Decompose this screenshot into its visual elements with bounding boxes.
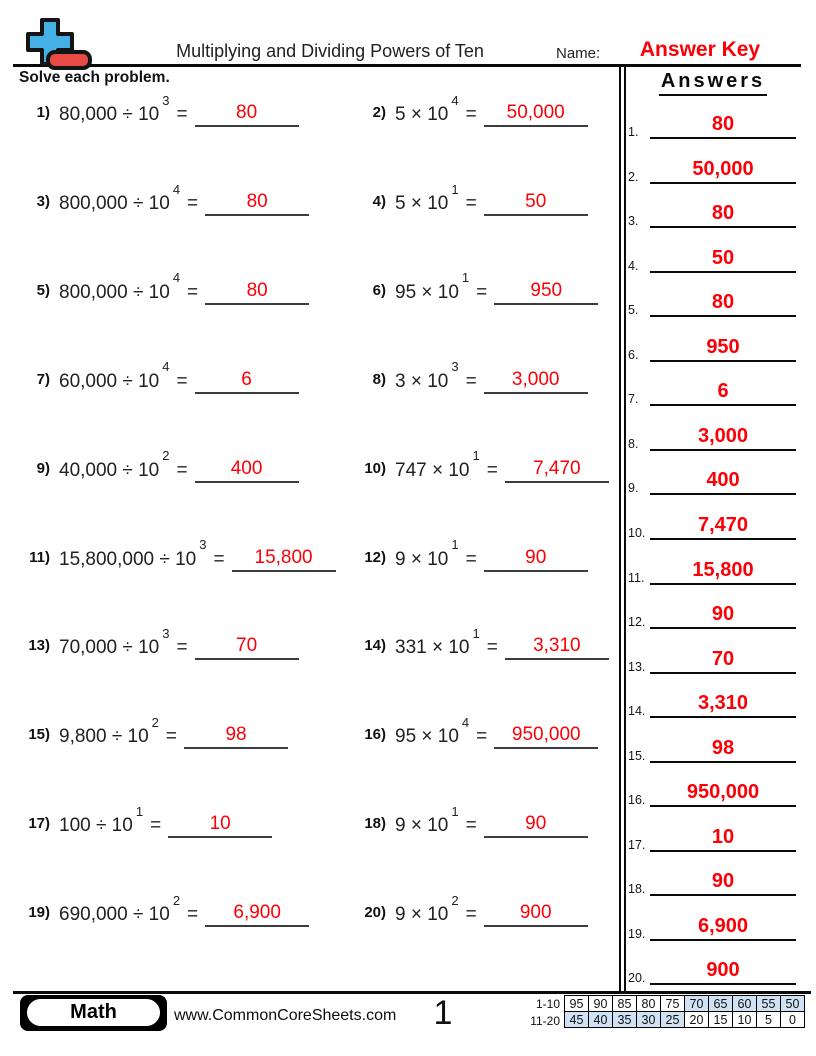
answer-blank	[232, 546, 336, 572]
answer-line: 6	[650, 379, 796, 406]
answer-number: 18.	[628, 882, 646, 897]
answer-line: 6,900	[650, 914, 796, 941]
exponent: 3	[199, 537, 207, 553]
answer-line: 950,000	[650, 780, 796, 807]
score-row-label-1: 1-10	[535, 997, 560, 1011]
answer-value: 950	[530, 279, 563, 301]
answer-value: 70	[236, 635, 258, 657]
score-row-label-2: 11-20	[530, 1014, 560, 1028]
problem-expression	[395, 448, 505, 483]
answer-number: 2.	[628, 169, 639, 184]
problem-expression	[59, 270, 205, 305]
problem-number: 15)	[28, 726, 50, 744]
answers-header-wrap	[630, 70, 796, 96]
equals-sign: =	[187, 192, 199, 214]
answer-row-1	[628, 95, 796, 140]
answer-row-10	[628, 495, 796, 540]
answer-value: 80	[246, 190, 268, 212]
problem-expression	[59, 892, 205, 927]
score-cell: 10	[733, 1012, 757, 1028]
exponent: 4	[451, 92, 459, 108]
exponent: 1	[472, 626, 480, 642]
answer-line: 70	[650, 647, 796, 674]
score-cell: 55	[757, 996, 781, 1012]
equals-sign: =	[476, 726, 488, 748]
exponent: 1	[461, 270, 470, 286]
score-cell: 45	[565, 1012, 589, 1028]
expression-base: 9 × 10	[395, 904, 449, 926]
answer-blank	[195, 634, 299, 660]
answer-row-11	[628, 540, 796, 585]
answer-line: 900	[650, 958, 796, 985]
answer-blank	[195, 368, 299, 394]
problem-number: 5)	[36, 281, 50, 299]
problem-expression	[395, 537, 484, 572]
answer-blank	[205, 279, 309, 305]
problem-3	[22, 181, 309, 216]
answer-row-5	[628, 273, 796, 318]
answer-value: 90	[525, 813, 547, 835]
exponent: 2	[451, 892, 459, 908]
answer-line: 950	[650, 335, 796, 362]
problem-6	[358, 270, 598, 305]
problem-8	[358, 359, 588, 394]
problem-expression	[59, 448, 195, 483]
answer-value: 7,470	[533, 457, 581, 479]
score-cell: 75	[661, 996, 685, 1012]
expression-base: 9 × 10	[395, 548, 449, 570]
answer-line: 90	[650, 602, 796, 629]
expression-base: 95 × 10	[395, 726, 459, 748]
problem-expression	[395, 270, 494, 305]
answer-row-8	[628, 406, 796, 451]
answer-row-14	[628, 674, 796, 719]
problem-7	[22, 359, 299, 394]
website-url: www.CommonCoreSheets.com	[174, 1007, 397, 1024]
problem-expression	[395, 626, 505, 660]
answer-blank	[484, 812, 588, 838]
expression-base: 15,800,000 ÷ 10	[59, 548, 197, 570]
score-cell: 20	[685, 1012, 709, 1028]
score-grid	[564, 995, 805, 1028]
problem-number: 1)	[36, 104, 50, 121]
problem-expression	[59, 714, 184, 749]
answer-number: 3.	[628, 214, 639, 229]
answer-value: 900	[519, 902, 552, 924]
score-cell: 60	[733, 996, 757, 1012]
answer-value: 6,900	[233, 902, 281, 924]
answer-blank	[484, 901, 588, 927]
answer-number: 10.	[628, 525, 646, 540]
answer-value: 6	[241, 368, 252, 390]
equals-sign: =	[465, 904, 477, 926]
score-cell: 0	[781, 1012, 805, 1028]
exponent: 2	[162, 448, 170, 464]
answer-value: 950,000	[511, 724, 581, 746]
answer-number: 6.	[628, 347, 639, 362]
answer-row-12	[628, 585, 796, 630]
problem-number: 4)	[372, 192, 386, 210]
problem-expression	[59, 181, 205, 216]
answer-blank	[494, 723, 598, 749]
answer-value: 400	[230, 457, 263, 479]
equals-sign: =	[465, 192, 477, 214]
problem-number: 12)	[364, 548, 386, 566]
answer-line: 7,470	[650, 513, 796, 540]
answer-blank	[484, 190, 588, 216]
equals-sign: =	[465, 104, 477, 125]
equals-sign: =	[465, 815, 477, 837]
score-cell: 70	[685, 996, 709, 1012]
answer-number: 9.	[628, 481, 639, 496]
score-cell: 65	[709, 996, 733, 1012]
problem-expression	[59, 92, 195, 127]
problem-14	[358, 626, 609, 660]
answer-blank	[205, 901, 309, 927]
subject-label: Math	[27, 999, 160, 1026]
problem-number: 19)	[28, 904, 50, 922]
score-cell: 95	[565, 996, 589, 1012]
equals-sign: =	[187, 904, 199, 926]
expression-base: 95 × 10	[395, 281, 459, 303]
answer-number: 12.	[628, 615, 646, 630]
answer-value: 50	[525, 190, 547, 212]
expression-base: 747 × 10	[395, 459, 470, 481]
answer-line: 80	[650, 201, 796, 228]
problem-12	[358, 537, 588, 572]
expression-base: 331 × 10	[395, 637, 470, 659]
answer-row-18	[628, 852, 796, 897]
exponent: 1	[135, 803, 144, 819]
problem-number: 18)	[364, 815, 386, 833]
expression-base: 5 × 10	[395, 104, 449, 125]
score-cell: 35	[613, 1012, 637, 1028]
answer-number: 7.	[628, 392, 639, 407]
problem-expression	[395, 92, 484, 127]
problem-expression	[59, 537, 232, 572]
equals-sign: =	[176, 459, 188, 481]
problem-11	[22, 537, 336, 572]
problem-number: 9)	[36, 459, 50, 477]
exponent: 4	[162, 359, 170, 375]
problem-expression	[395, 359, 484, 394]
answer-line: 3,000	[650, 424, 796, 451]
answer-number: 15.	[628, 748, 646, 763]
answer-number: 17.	[628, 837, 646, 852]
answer-number: 16.	[628, 793, 646, 808]
answers-header: Answers	[659, 70, 767, 96]
score-cell: 5	[757, 1012, 781, 1028]
problem-9	[22, 448, 299, 483]
problem-number: 6)	[372, 281, 386, 299]
answer-line: 10	[650, 825, 796, 852]
problem-expression	[59, 626, 195, 660]
score-grid-row-2	[565, 1012, 805, 1028]
expression-base: 40,000 ÷ 10	[59, 459, 160, 481]
problem-19	[22, 892, 309, 927]
answer-blank	[168, 812, 272, 838]
answer-number: 20.	[628, 971, 646, 986]
problem-number: 11)	[29, 548, 50, 566]
problem-number: 13)	[28, 637, 50, 655]
answer-number: 8.	[628, 436, 639, 451]
exponent: 1	[451, 537, 459, 553]
equals-sign: =	[150, 815, 162, 837]
answer-row-16	[628, 763, 796, 808]
problem-number: 17)	[28, 815, 50, 833]
expression-base: 3 × 10	[395, 370, 449, 392]
answer-blank	[505, 634, 609, 660]
expression-base: 690,000 ÷ 10	[59, 904, 170, 926]
answer-line: 15,800	[650, 558, 796, 585]
problem-expression	[395, 714, 494, 749]
equals-sign: =	[176, 104, 188, 125]
instructions-text: Solve each problem.	[19, 69, 170, 86]
page-number: 1	[433, 994, 453, 1032]
problem-10	[358, 448, 609, 483]
equals-sign: =	[465, 548, 477, 570]
answer-number: 1.	[628, 125, 639, 140]
problem-number: 7)	[36, 370, 50, 388]
problem-expression	[395, 892, 484, 927]
answer-line: 98	[650, 736, 796, 763]
answer-line: 80	[650, 112, 796, 139]
problem-4	[358, 181, 588, 216]
answer-blank	[494, 279, 598, 305]
answer-row-19	[628, 896, 796, 941]
exponent: 1	[451, 181, 459, 197]
problem-number: 10)	[364, 459, 386, 477]
problem-expression	[59, 359, 195, 394]
problem-20	[358, 892, 588, 927]
answer-blank	[205, 190, 309, 216]
exponent: 1	[451, 803, 459, 819]
answer-row-3	[628, 184, 796, 229]
problem-number: 2)	[372, 104, 386, 121]
answer-row-9	[628, 451, 796, 496]
answer-line: 400	[650, 468, 796, 495]
equals-sign: =	[176, 637, 188, 659]
exponent: 4	[172, 270, 181, 286]
equals-sign: =	[187, 281, 199, 303]
problem-number: 14)	[364, 637, 386, 655]
exponent: 3	[451, 359, 459, 375]
answer-value: 98	[225, 724, 247, 746]
answer-value: 15,800	[254, 546, 313, 568]
answer-value: 50,000	[506, 102, 565, 123]
equals-sign: =	[176, 370, 188, 392]
answer-number: 19.	[628, 926, 646, 941]
answer-blank	[484, 546, 588, 572]
answer-number: 4.	[628, 258, 639, 273]
expression-base: 800,000 ÷ 10	[59, 281, 170, 303]
problem-2	[358, 92, 588, 127]
answer-value: 10	[209, 813, 231, 835]
score-cell: 15	[709, 1012, 733, 1028]
problem-13	[22, 626, 299, 660]
problem-number: 16)	[364, 726, 386, 744]
problem-18	[358, 803, 588, 838]
score-cell: 40	[589, 1012, 613, 1028]
exponent: 3	[162, 92, 170, 108]
subject-badge	[20, 995, 167, 1031]
answer-value: 3,310	[533, 635, 581, 657]
equals-sign: =	[486, 459, 498, 481]
answer-row-4	[628, 228, 796, 273]
exponent: 4	[172, 181, 181, 197]
score-grid-row-1	[565, 996, 805, 1012]
answer-row-2	[628, 139, 796, 184]
name-label: Name:	[556, 45, 601, 62]
answer-number: 5.	[628, 303, 639, 318]
expression-base: 5 × 10	[395, 192, 449, 214]
expression-base: 9 × 10	[395, 815, 449, 837]
expression-base: 80,000 ÷ 10	[59, 104, 160, 125]
problem-16	[358, 714, 598, 749]
exponent: 3	[162, 626, 170, 642]
footer-divider	[13, 991, 811, 994]
equals-sign: =	[486, 637, 498, 659]
score-cell: 25	[661, 1012, 685, 1028]
answers-column-divider	[619, 64, 626, 993]
answer-line: 3,310	[650, 691, 796, 718]
equals-sign: =	[465, 370, 477, 392]
exponent: 2	[151, 714, 159, 730]
equals-sign: =	[165, 726, 178, 748]
answer-row-15	[628, 718, 796, 763]
score-cell: 30	[637, 1012, 661, 1028]
problem-expression	[59, 803, 168, 838]
expression-base: 100 ÷ 10	[59, 815, 133, 837]
answer-number: 13.	[628, 659, 646, 674]
problem-17	[22, 803, 272, 838]
problem-expression	[395, 181, 484, 216]
expression-base: 60,000 ÷ 10	[59, 370, 160, 392]
exponent: 1	[472, 448, 480, 464]
answer-number: 11.	[628, 570, 645, 585]
answer-line: 90	[650, 869, 796, 896]
answer-value: 80	[246, 279, 268, 301]
answer-row-20	[628, 941, 796, 986]
answer-key-label: Answer Key	[639, 38, 761, 61]
problem-number: 20)	[364, 904, 386, 922]
score-cell: 50	[781, 996, 805, 1012]
score-cell: 90	[589, 996, 613, 1012]
answer-row-17	[628, 807, 796, 852]
answers-list	[628, 95, 796, 986]
page-title: Multiplying and Dividing Powers of Ten	[176, 41, 484, 61]
problem-number: 8)	[372, 370, 386, 388]
equals-sign: =	[213, 548, 225, 570]
answer-line: 80	[650, 290, 796, 317]
answer-blank	[195, 101, 299, 127]
answer-row-7	[628, 362, 796, 407]
problem-1	[22, 92, 299, 127]
answer-blank	[484, 368, 588, 394]
problem-number: 3)	[36, 192, 50, 210]
score-cell: 80	[637, 996, 661, 1012]
answer-value: 90	[525, 546, 547, 568]
answer-row-13	[628, 629, 796, 674]
exponent: 4	[461, 714, 470, 730]
answer-row-6	[628, 317, 796, 362]
answer-blank	[505, 457, 609, 483]
answer-number: 14.	[628, 704, 646, 719]
answer-blank	[195, 457, 299, 483]
expression-base: 800,000 ÷ 10	[59, 192, 170, 214]
score-cell: 85	[613, 996, 637, 1012]
answer-value: 3,000	[511, 368, 560, 390]
answer-line: 50	[650, 246, 796, 273]
problem-5	[22, 270, 309, 305]
expression-base: 9,800 ÷ 10	[59, 726, 149, 748]
problem-15	[22, 714, 288, 749]
answer-line: 50,000	[650, 157, 796, 184]
problem-expression	[395, 803, 484, 838]
exponent: 2	[172, 892, 181, 908]
answer-blank	[484, 101, 588, 127]
expression-base: 70,000 ÷ 10	[59, 637, 160, 659]
answer-value: 80	[236, 102, 258, 123]
equals-sign: =	[476, 281, 488, 303]
answer-blank	[184, 723, 288, 749]
